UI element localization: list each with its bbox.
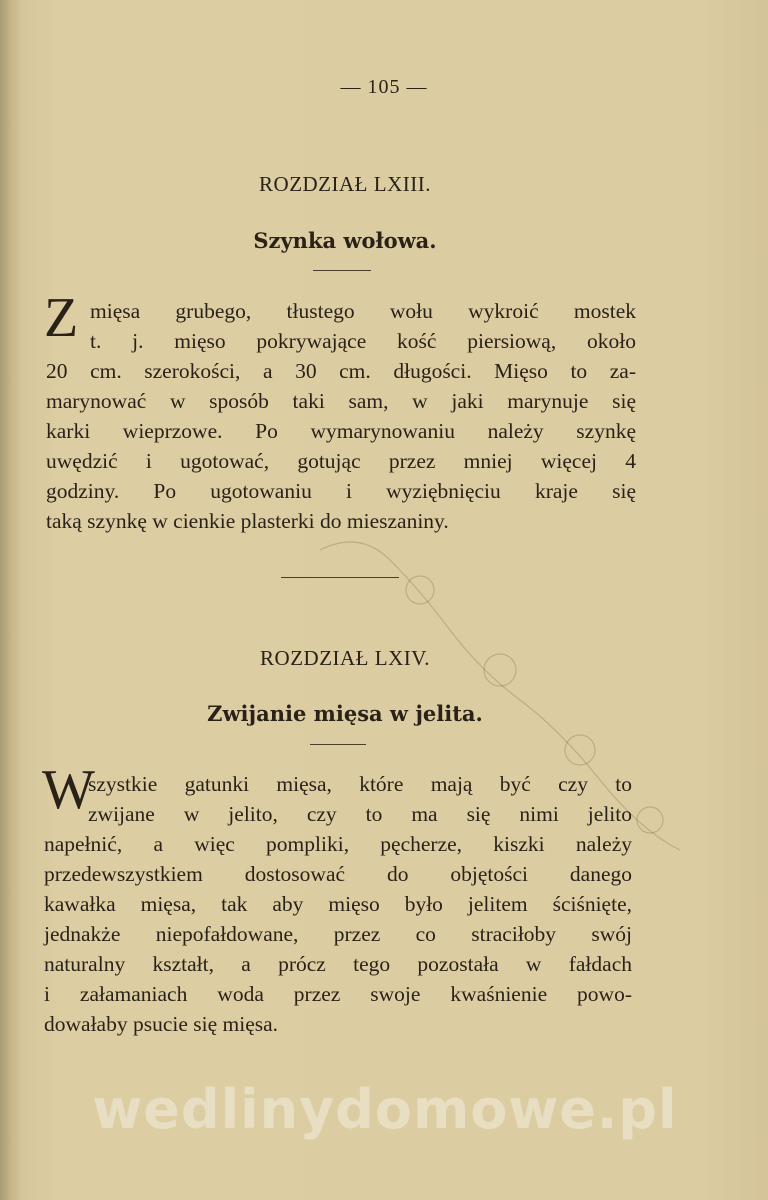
watermark-stamp-trace [300, 520, 720, 940]
site-watermark: wedlinydomowe.pl [92, 1078, 678, 1141]
text-line: mięsa grubego, tłustego wołu wykroić mostek [90, 299, 636, 323]
text-line: godziny. Po ugotowaniu i wyziębnięciu kraje się [46, 479, 636, 503]
text-line: taką szynkę w cienkie plasterki do mieszaniny. [46, 509, 449, 533]
text-line: jednakże niepofałdowane, przez co straciłoby swój [44, 922, 632, 946]
text-line: napełnić, a więc pompliki, pęcherze, kiszki należy [44, 832, 632, 856]
text-line: szystkie gatunki mięsa, które mają być czy to [88, 772, 632, 796]
chapter-heading-lxiii: ROZDZIAŁ LXIII. [259, 172, 431, 196]
chapter-heading-lxiv: ROZDZIAŁ LXIV. [260, 646, 430, 670]
text-line: 20 cm. szerokości, a 30 cm. długości. Mięso to za- [46, 359, 636, 383]
page-number: — 105 — [340, 76, 428, 98]
drop-cap-z: Z [44, 287, 79, 349]
text-line: naturalny kształt, a prócz tego pozostała w fałdach [44, 952, 632, 976]
text-line: marynować w sposób taki sam, w jaki marynuje się [46, 389, 636, 413]
text-line: karki wieprzowe. Po wymarynowaniu należy szynkę [46, 419, 636, 443]
text-line: uwędzić i ugotować, gotując przez mniej więcej 4 [46, 449, 636, 473]
text-line: i załamaniach woda przez swoje kwaśnienie powo- [44, 982, 632, 1006]
chapter-title-zwijanie: Zwijanie mięsa w jelita. [207, 701, 483, 726]
text-line: kawałka mięsa, tak aby mięso było jelitem ściśnięte, [44, 892, 632, 916]
drop-cap-w: W [42, 759, 95, 821]
paragraph-szynka [46, 296, 636, 536]
title-divider [313, 270, 371, 271]
chapter-title-szynka: Szynka wołowa. [253, 228, 437, 253]
text-line: zwijane w jelito, czy to ma się nimi jelito [88, 802, 632, 826]
text-line: t. j. mięso pokrywające kość piersiową, około [90, 329, 636, 353]
text-line: dowałaby psucie się mięsa. [44, 1012, 279, 1036]
text-line: przedewszystkiem dostosować do objętości danego [44, 862, 632, 886]
